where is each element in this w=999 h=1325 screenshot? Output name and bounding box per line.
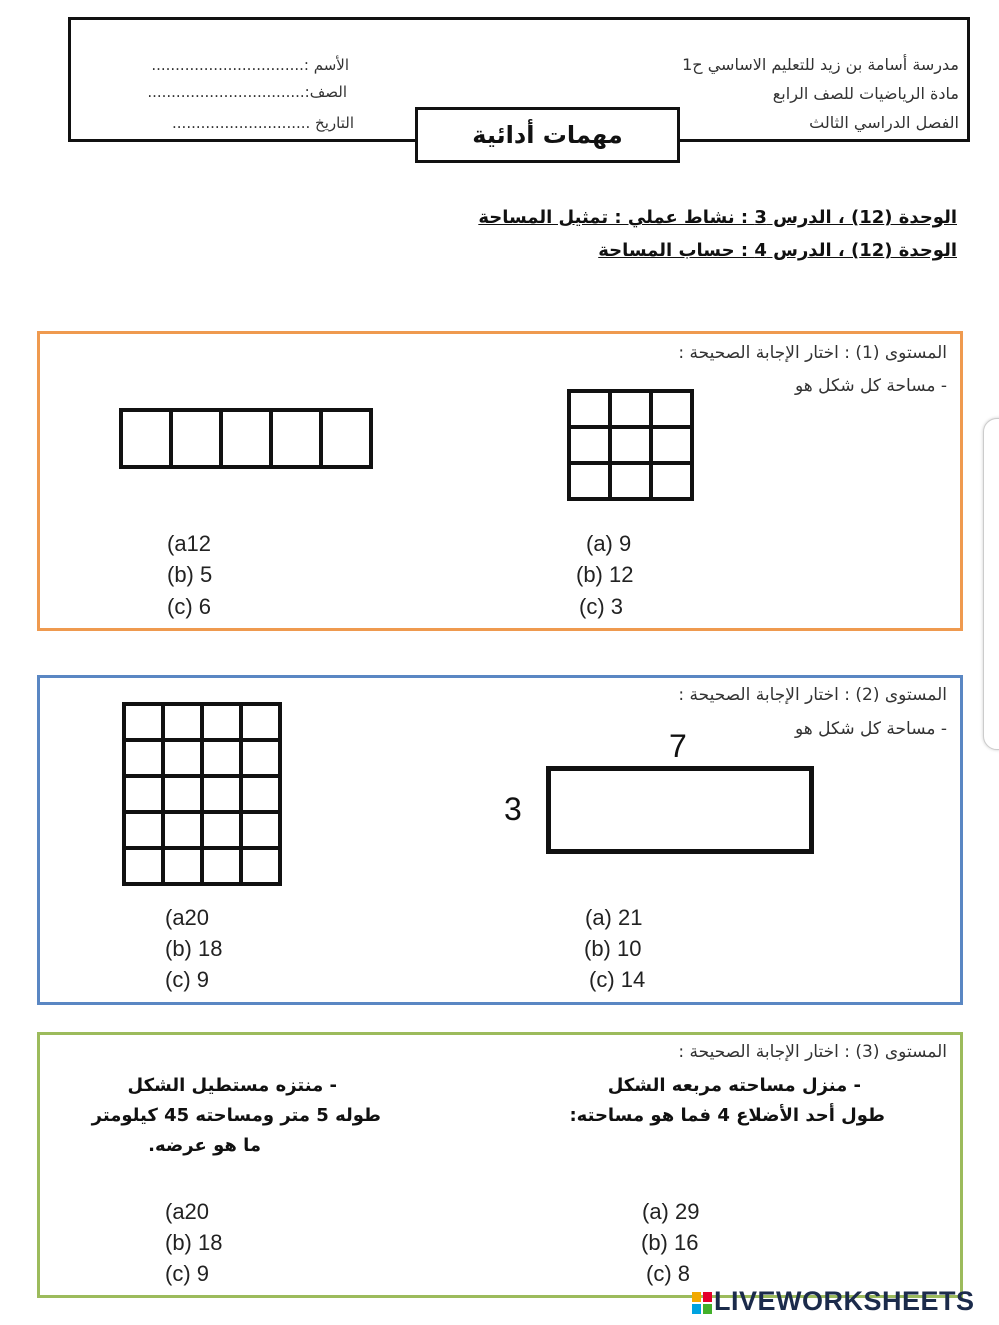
- subject-name: مادة الرياضيات للصف الرابع: [772, 84, 959, 103]
- class-field-label[interactable]: الصف:.................................: [147, 83, 347, 101]
- level-3-right-option-b[interactable]: (b) 16: [641, 1230, 699, 1255]
- lesson-line-1: الوحدة (12) ، الدرس 3 : نشاط عملي : تمثيل المساحة: [478, 207, 957, 228]
- school-name: مدرسة أسامة بن زيد للتعليم الاساسي ح1: [682, 55, 959, 74]
- rectangle-width-label: 7: [669, 728, 687, 764]
- level-2-subtitle: - مساحة كل شكل هو: [794, 719, 947, 739]
- rectangle-height-label: 3: [504, 791, 522, 827]
- level-1-right-option-b[interactable]: (b) 12: [576, 562, 634, 587]
- level-3-section: [37, 1032, 963, 1298]
- level-3-right-option-c[interactable]: (c) 8: [646, 1261, 690, 1286]
- lesson-line-2: الوحدة (12) ، الدرس 4 : حساب المساحة: [598, 240, 957, 261]
- brand-text: LIVEWORKSHEETS: [714, 1286, 975, 1316]
- level-1-right-option-a[interactable]: (a) 9: [586, 531, 632, 556]
- date-field-label[interactable]: التاريخ .............................: [172, 114, 354, 132]
- term-name: الفصل الدراسي الثالث: [809, 113, 959, 132]
- level-2-left-option-c[interactable]: (c) 9: [165, 967, 209, 992]
- level-2-left-option-a[interactable]: (a20: [165, 905, 210, 930]
- liveworksheets-brand[interactable]: [692, 1286, 975, 1317]
- level-1-right-option-c[interactable]: (c) 3: [579, 594, 623, 619]
- level-3-left-option-a[interactable]: (a20: [165, 1199, 210, 1224]
- level-3-title: المستوى (3) : اختار الإجابة الصحيحة :: [678, 1042, 947, 1062]
- level-2-title: المستوى (2) : اختار الإجابة الصحيحة :: [678, 685, 947, 705]
- level-1-left-option-c[interactable]: (c) 6: [167, 594, 211, 619]
- level-1-title: المستوى (1) : اختار الإجابة الصحيحة :: [678, 343, 947, 363]
- level-3-right-problem-line-2: طول أحد الأضلاع 4 فما هو مساحته:: [569, 1105, 885, 1126]
- level-2-left-option-b[interactable]: (b) 18: [165, 936, 223, 961]
- level-2-right-option-b[interactable]: (b) 10: [584, 936, 642, 961]
- level-1-left-option-b[interactable]: (b) 5: [167, 562, 213, 587]
- level-2-rectangle: [546, 766, 814, 854]
- level-2-left-grid: [122, 702, 282, 886]
- level-1-left-grid: [119, 408, 373, 469]
- level-3-left-problem-line-3: ما هو عرضه.: [148, 1135, 261, 1156]
- level-3-left-option-c[interactable]: (c) 9: [165, 1261, 209, 1286]
- level-2-right-option-a[interactable]: (a) 21: [585, 905, 643, 930]
- scroll-handle[interactable]: [983, 418, 999, 750]
- level-3-left-problem-line-1: - منتزه مستطيل الشكل: [127, 1075, 337, 1096]
- name-field-label[interactable]: الأسم :................................: [151, 56, 349, 74]
- level-3-left-problem-line-2: طوله 5 متر ومساحته 45 كيلومتر: [91, 1105, 381, 1126]
- level-3-right-option-a[interactable]: (a) 29: [642, 1199, 700, 1224]
- level-3-right-problem-line-1: - منزل مساحته مربعه الشكل: [607, 1075, 861, 1096]
- liveworksheets-logo-icon: [692, 1292, 712, 1314]
- level-3-left-option-b[interactable]: (b) 18: [165, 1230, 223, 1255]
- level-1-subtitle: - مساحة كل شكل هو: [794, 376, 947, 396]
- level-1-left-option-a[interactable]: (a12: [167, 531, 212, 556]
- level-1-right-grid: [567, 389, 694, 501]
- page-title: مهمات أدائية: [415, 107, 680, 163]
- level-2-right-option-c[interactable]: (c) 14: [589, 967, 646, 992]
